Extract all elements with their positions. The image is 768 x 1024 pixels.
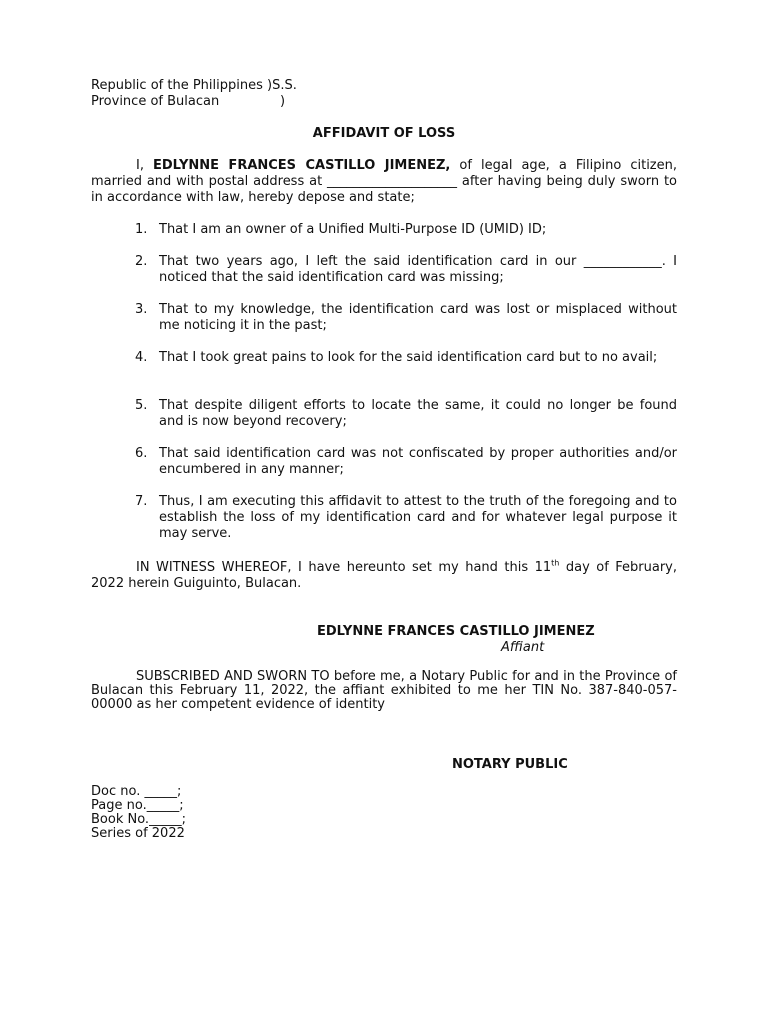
item-number: 2. xyxy=(135,254,148,269)
item-text: That to my knowledge, the identification card was lost or misplaced without me noticing it in the past; xyxy=(159,302,677,333)
list-item xyxy=(135,446,677,478)
footer-doc-no: Doc no. _____; xyxy=(91,784,182,799)
footer-series: Series of 2022 xyxy=(91,826,185,841)
header-venue-line-2 xyxy=(91,94,219,110)
jurat-paragraph: SUBSCRIBED AND SWORN TO before me, a Notary Public for and in the Province of Bulacan this February 11, 2022, the affiant exhibited to me her TIN No. 387-840-057-00000 as her competent evidence of identity xyxy=(91,669,677,712)
footer-book-no: Book No._____; xyxy=(91,812,186,827)
list-item xyxy=(135,302,677,334)
intro-prefix: I, xyxy=(136,158,154,173)
intro-paragraph xyxy=(91,158,677,206)
list-item xyxy=(135,398,677,430)
item-text: That two years ago, I left the said identification card in our ____________. I noticed that the said identification card was missing; xyxy=(159,254,677,285)
list-item xyxy=(135,494,677,542)
witness-paragraph xyxy=(91,560,677,592)
item-text: That I am an owner of a Unified Multi-Purpose ID (UMID) ID; xyxy=(159,222,547,237)
item-number: 3. xyxy=(135,302,148,317)
item-number: 1. xyxy=(135,222,148,237)
list-item xyxy=(135,350,677,366)
header-bracket: ) xyxy=(280,94,286,109)
item-number: 5. xyxy=(135,398,148,413)
header-venue-line-1: Republic of the Philippines )S.S. xyxy=(91,78,297,93)
affiant-signature-name: EDLYNNE FRANCES CASTILLO JIMENEZ xyxy=(317,624,595,639)
affiant-name-inline: EDLYNNE FRANCES CASTILLO JIMENEZ, xyxy=(153,158,451,173)
affiant-role: Affiant xyxy=(501,640,545,655)
item-number: 4. xyxy=(135,350,148,365)
document-title: AFFIDAVIT OF LOSS xyxy=(312,126,456,141)
witness-ordinal: th xyxy=(551,558,560,568)
item-text: Thus, I am executing this affidavit to attest to the truth of the foregoing and to establish the loss of my identification card and for whatever legal purpose it may serve. xyxy=(159,494,677,541)
header-province: Province of Bulacan xyxy=(91,94,220,109)
item-text: That despite diligent efforts to locate the same, it could no longer be found and is now beyond recovery; xyxy=(159,398,677,429)
list-item xyxy=(135,254,677,286)
list-item xyxy=(135,222,677,238)
item-number: 7. xyxy=(135,494,148,509)
witness-text-2: day of February, 2022 herein Guiguinto, Bulacan. xyxy=(91,560,678,591)
intro-text: of legal age, a Filipino citizen, married and with postal address at ____________________ after having being duly sworn to in accordance with law, hereby depose and state; xyxy=(91,158,677,205)
footer-page-no: Page no._____; xyxy=(91,798,184,813)
item-number: 6. xyxy=(135,446,148,461)
notary-public-label: NOTARY PUBLIC xyxy=(452,757,568,772)
item-text: That said identification card was not confiscated by proper authorities and/or encumbered in any manner; xyxy=(159,446,677,477)
item-text: That I took great pains to look for the said identification card but to no avail; xyxy=(159,350,658,365)
witness-text-1: IN WITNESS WHEREOF, I have hereunto set my hand this 11 xyxy=(136,560,552,575)
